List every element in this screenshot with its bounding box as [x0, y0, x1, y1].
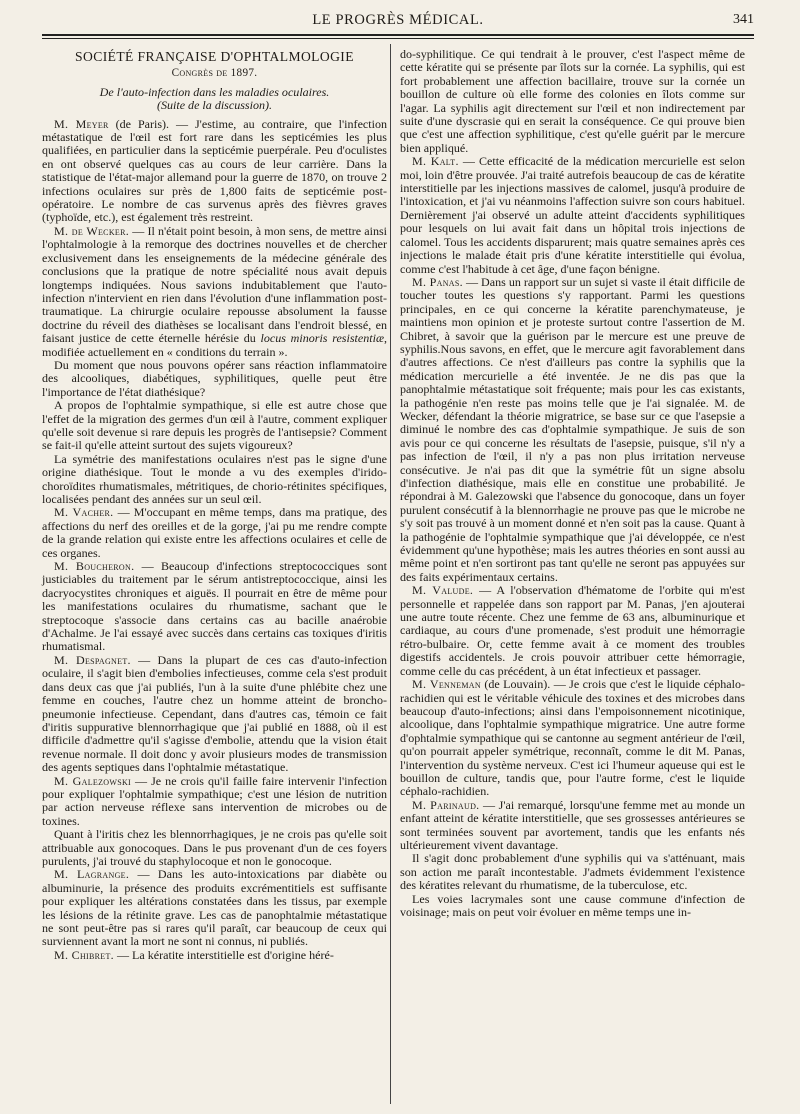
paragraph-galezowski — [42, 775, 387, 829]
right-column — [400, 48, 745, 919]
paragraph: Il s'agit donc probablement d'une syphilis qui va s'atténuant, mais son action me paraît incontestable. J'admets évidemment l'existence des kératites relevant du rhumatisme, de la tuberculose, etc. — [400, 851, 745, 893]
paragraph-text: (de Paris). — J'estime, au contraire, que l'infection métastatique de l'œil est fort rare dans les septicémies les plus qualifiées, en particulier dans la septicémie puerpérale. Peu d'oculistes en ont observé quelques cas au cours de leur carrière. Dans la statistique de l'état-major allemand pour la guerre de 1870, on trouve 2 infections oculaires sur près de 1,800 faits de septicémie post-opératoire. Le nombre de cas survenus après des fièvres graves (typhoïde, etc.), est également très restreint. — [42, 116, 388, 225]
paragraph-kalt — [400, 155, 745, 276]
speaker-name: M. Parinaud. — [412, 797, 480, 812]
speaker-name: M. Venneman — [412, 677, 481, 692]
paragraph: A propos de l'ophtalmie sympathique, si elle est autre chose que l'effet de la migration des germes d'un œil à l'autre, comment expliquer qu'elle soit devenue si rare depuis les progrès de l'antisepsie? Comment se fait-il qu'elle atteint surtout des sujets vigoureux? — [42, 398, 387, 453]
paragraph-despagnet — [42, 654, 387, 775]
paragraph-panas — [400, 276, 745, 584]
page-header — [42, 12, 754, 32]
italic-phrase: locus minoris resistentiæ — [260, 331, 384, 346]
speaker-name: M. de Wecker. — [54, 223, 130, 238]
congress-heading: Congrès de 1897. — [171, 67, 258, 80]
speaker-name: M. Vacher. — [54, 505, 114, 520]
paragraph-text: — Je ne crois qu'il faille faire intervenir l'infection pour expliquer l'ophtalmie sympathique; c'est une lésion de nutrition par action nerveuse réflexe sans intervention de microbes ou de toxines. — [42, 773, 387, 828]
speaker-name: M. Despagnet. — [54, 652, 131, 667]
paragraph-chibret — [42, 949, 387, 962]
page-number: 341 — [733, 12, 754, 27]
article-subtitle: De l'auto-infection dans les maladies oculaires. — [99, 84, 330, 99]
paragraph-continued: do-syphilitique. Ce qui tendrait à le prouver, c'est l'aspect même de cette kératite qui se présente par îlots sur la cornée. La syphilis, qui est fort probablement une affection bacillaire, trouve sur la cornée un bouillon de culture où elle forme des colonies en îlots comme sur l'agar. La syphilis agit directement sur l'œil et non indirectement par suite d'une dyscrasie qui en serait la conséquence. Ce qui prouve bien que c'est une affection syphilitique, c'est qu'elle guérit par le mercure bien appliqué. — [400, 47, 745, 155]
paragraph-venneman — [400, 678, 745, 799]
column-divider — [390, 44, 391, 1104]
paragraph-text: — Dans la plupart de ces cas d'auto-infection oculaire, il s'agit bien d'embolies infectieuses, comme cela s'est produit dans deux cas que j'ai publiés, l'un à la suite d'une phlébite chez une femme en couches, l'autre chez un homme atteint de broncho-pneumonie infectieuse. Cependant, dans d'autres cas, témoin ce fait d'iritis suppurative blennorrhagique que j'ai publié en 1888, où il est difficile d'admettre qu'il s'agisse d'embolie, attendu que la vision était revenue normale. Il doit donc y avoir plusieurs modes de transmission des agents septiques dans l'ophtalmie métastatique. — [42, 652, 387, 775]
paragraph-vacher — [42, 506, 387, 560]
paragraph-text: (de Louvain). — Je crois que c'est le liquide céphalo-rachidien qui est le véritable véhicule des toxines et des microbes dans beaucoup d'auto-infections; ainsi dans l'empoisonnement nicotinique, alcoolique, dans l'ophtalmie sympathique migratrice. Une autre forme d'ophtalmie sympathique qui se cantonne au segment antérieur de l'œil, qu'on pourrait appeler symétrique, reconnaît, comme le dit M. Panas, l'intervention du système nerveux. C'est ici l'humeur aqueuse qui est le bouillon de culture, tandis que, pour l'autre forme, c'est le liquide céphalo-rachidien. — [400, 677, 745, 799]
paragraph-lagrange — [42, 868, 387, 948]
speaker-name: M. Valude. — [412, 583, 474, 598]
paragraph-text: — Dans les auto-intoxications par diabète ou albuminurie, la présence des produits excrémentitiels est suffisante pour expliquer les altérations constatées dans les tissus, par exemple les lésions de la rétinite grave. Les cas de panophtalmie métastatique ne sont peut-être pas si rares qu'il paraît, car beaucoup de ceux qui surviennent avant la mort ne sont ni connus, ni publiés. — [42, 867, 387, 949]
article-subtitle-note: (Suite de la discussion). — [156, 98, 273, 113]
speaker-name: M. Meyer — [54, 116, 109, 131]
paragraph: La symétrie des manifestations oculaires n'est pas le signe d'une origine diathésique. Tout le monde a vu des exemples d'irido-choroïdites rhumatismales, métritiques, de chorio-rétinites spécifiques, localisées pendant des années sur un seul œil. — [42, 451, 387, 506]
paragraph: Quant à l'iritis chez les blennorrhagiques, je ne crois pas qu'elle soit attribuable aux gonocoques. Dans le pus provenant d'un de ces foyers purulents, j'ai trouvé du staphylocoque et non le gonocoque. — [42, 827, 387, 868]
paragraph-wecker — [42, 225, 387, 359]
speaker-name: M. Galezowski — [54, 773, 132, 788]
paragraph-text: — Beaucoup d'infections streptococciques sont justiciables du traitement par le sérum antistreptococcique, ainsi les dacryocystites chroniques et aiguës. Il pourrait en être de même pour les manifestations oculaires du rhumatisme, sachant que le streptocoque s'associe dans certains cas au bacille anaérobie d'Achalme. Je l'ai essayé avec succès dans certains cas toxiques d'iritis rhumatismal. — [42, 559, 387, 654]
speaker-name: M. Panas. — [412, 274, 463, 289]
paragraph-text: — M'occupant en même temps, dans ma pratique, des affections du nerf des oreilles et de la gorge, j'ai pu me rendre compte de la grande relation qui existe entre les affections oculaires et celle de ces organes. — [42, 505, 388, 560]
header-rule-thick — [42, 34, 754, 36]
paragraph-meyer — [42, 118, 387, 225]
header-rule-thin — [42, 38, 754, 39]
paragraph: Les voies lacrymales sont une cause commune d'infection de voisinage; mais on peut voir évoluer en même temps une in- — [400, 891, 745, 919]
paragraph-text: — J'ai remarqué, lorsqu'une femme met au monde un enfant atteint de kératite interstitielle, que ses grossesses antérieures se sont terminées souvent par avortement, tandis que les enfants nés ultérieurement vivent davantage. — [400, 797, 745, 852]
paragraph-text: — La kératite interstitielle est d'origine héré- — [113, 947, 334, 962]
journal-title: LE PROGRÈS MÉDICAL. — [312, 12, 484, 28]
paragraph-boucheron — [42, 560, 387, 654]
paragraph-parinaud — [400, 799, 745, 853]
paragraph-text: — A l'observation d'hématome de l'orbite qui m'est personnelle et rappelée dans son rapport par M. Panas, j'en ajouterai une autre toute récente. Chez une femme de 63 ans, albuminurique et cardiaque, au cours d'une promenade, s'est produit une hémorragie rétro-bulbaire. Or, cette femme avait à ce moment des troubles digestifs accidentels. Je crois pouvoir attribuer cette hémorragie, comme celle du cas précédent, à un état infectieux et passager. — [400, 583, 745, 678]
speaker-name: M. Kalt. — [412, 154, 459, 169]
left-column — [42, 48, 387, 962]
paragraph-text: , modifiée actuellement en « conditions du terrain ». — [42, 331, 387, 359]
society-heading: SOCIÉTÉ FRANÇAISE D'OPHTALMOLOGIE — [75, 49, 354, 64]
paragraph-text: — Cette efficacité de la médication mercurielle est selon moi, loin d'être prouvée. J'ai traité autrefois beaucoup de cas de kératite interstitielle par les injections massives de calomel, jusqu'à produire de l'intoxication, et j'ai vu néanmoins l'affection suivre son cours habituel. Dernièrement j'ai observé un adulte atteint d'accidents syphilitiques pour lesquels on lui avait fait dans un hôpital trois injections de calomel. Tous les accidents disparurent; mais quatre semaines après ces injections le malade était pris d'une kératite interstitielle qui évolua, comme c'est l'habitude à cet âge, d'une façon bénigne. — [400, 154, 745, 276]
paragraph-text: — Il n'était point besoin, à mon sens, de mettre ainsi l'ophtalmologie à la remorque des doctrines nouvelles et de chercher exclusivement dans les enseignements de la médecine générale des conclusions que la pratique de notre spécialité nous avait depuis longtemps indiquées. Nous savions indubitablement que l'auto-infection n'intervient en rien dans l'évolution d'une inflammation post-traumatique. La chirurgie oculaire repousse absolument la fausse doctrine du réveil des diathèses se localisant dans l'endroit blessé, en faisant justice de cette éternelle hérésie du — [42, 223, 388, 346]
speaker-name: M. Chibret. — [54, 947, 114, 962]
speaker-name: M. Boucheron. — [54, 559, 135, 574]
speaker-name: M. Lagrange. — [54, 867, 130, 882]
paragraph: Du moment que nous pouvons opérer sans réaction inflammatoire des alcooliques, diabétiques, syphilitiques, quelle peut être l'importance de l'état diathésique? — [42, 357, 387, 399]
paragraph-valude — [400, 584, 745, 678]
paragraph-text: — Dans un rapport sur un sujet si vaste il était difficile de toucher toutes les questions s'y rapportant. Parmi les questions principales, en ce qui concerne la kératite parenchymateuse, je maintiens mon opinion et je proteste surtout contre l'assertion de M. Chibret, à savoir que la guérison par le mercure est une preuve de syphilis.Nous savons, en effet, que le mercure agit favorablement dans d'autres affections. Ce n'est d'ailleurs pas contre la syphilis que la médication mercurielle a été inventée. Je ne dis pas que la panophtalmie métastatique soit fréquente; mais pour les cas existants, la pathogénie n'en reste pas moins telle que je l'ai signalée. M. de Wecker, défendant la théorie migratrice, se base sur ce que l'asepsie a diminué le nombre des cas d'ophtalmie sympathique. Je suis de son avis pour ce qui concerne les résultats de l'asepsie, puisque, s'il n'y a pas infection de l'œil, il n'y a pas non plus irritation nerveuse consécutive. Je n'ai pas dit que la symétrie fût un signe absolu d'infection diathésique, mais elle en constitue une probabilité. Je répondrai à M. Galezowski que l'absence du gonocoque, dans un foyer purulent consécutif à la blennorrhagie ne prouve pas que le microbe ne s'y soit pas trouvé à un moment donné et n'en soit pas la cause. Quant à la pathogénie de l'ophtalmie sympathique que j'ai développée, ce n'est évidemment qu'une hypothèse; mais les autres théories en sont aussi au même point et n'en sortiront pas tant qu'elle ne seront pas appuyées sur des faits expérimentaux certains. — [400, 274, 745, 584]
